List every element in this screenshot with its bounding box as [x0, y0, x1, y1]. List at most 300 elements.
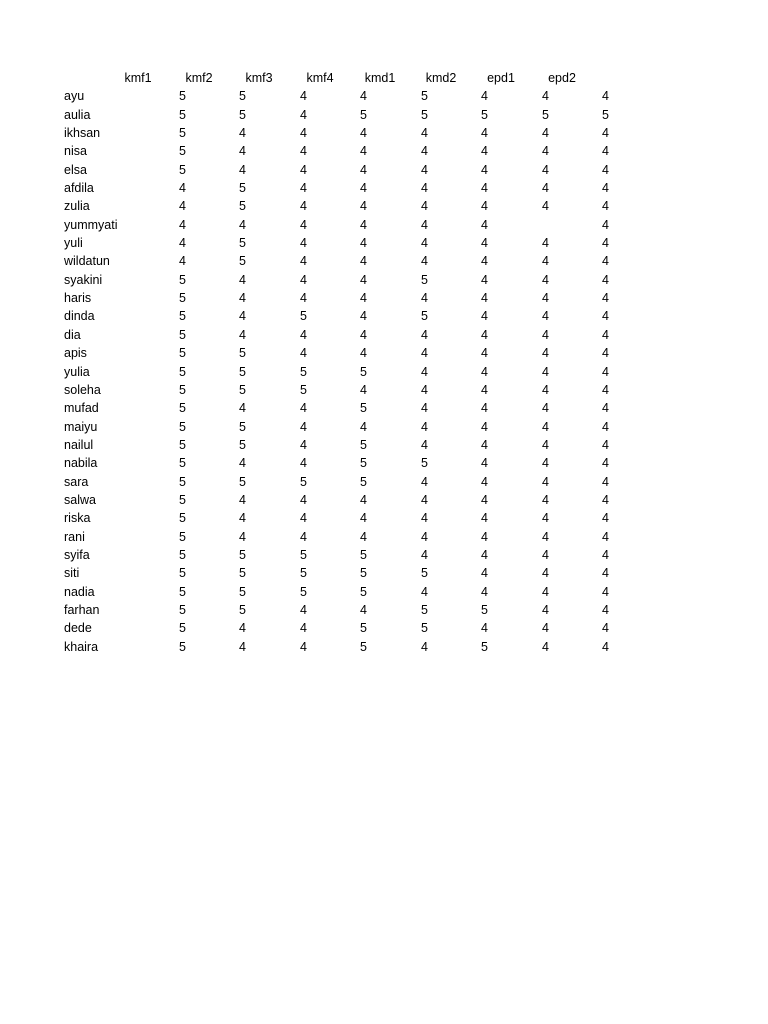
score-cell: 5: [179, 437, 186, 452]
score-cell: 4: [239, 456, 246, 471]
score-cell: 5: [239, 89, 246, 104]
row-name: soleha: [64, 382, 101, 397]
score-cell: 4: [421, 236, 428, 251]
score-cell: 4: [602, 236, 609, 251]
column-header: kmf4: [306, 71, 334, 85]
score-cell: 4: [360, 126, 367, 141]
score-cell: 4: [542, 492, 549, 507]
score-cell: 4: [481, 547, 488, 562]
score-cell: 4: [602, 547, 609, 562]
score-cell: 5: [179, 346, 186, 361]
score-cell: 4: [481, 126, 488, 141]
score-cell: 4: [481, 327, 488, 342]
score-cell: 4: [300, 199, 307, 214]
score-cell: 4: [481, 364, 488, 379]
score-cell: 4: [542, 327, 549, 342]
score-cell: 5: [179, 144, 186, 159]
score-cell: 4: [542, 437, 549, 452]
score-cell: 5: [239, 254, 246, 269]
score-cell: 4: [179, 254, 186, 269]
score-cell: 4: [239, 639, 246, 654]
score-cell: 4: [300, 327, 307, 342]
score-cell: 4: [481, 254, 488, 269]
table-row: [60, 509, 620, 527]
score-cell: 4: [481, 217, 488, 232]
score-cell: 5: [179, 364, 186, 379]
score-cell: 4: [360, 602, 367, 617]
score-cell: 5: [300, 547, 307, 562]
score-cell: 4: [542, 456, 549, 471]
score-cell: 5: [360, 401, 367, 416]
score-cell: 4: [421, 511, 428, 526]
row-name: salwa: [64, 492, 96, 507]
score-cell: 4: [602, 217, 609, 232]
score-cell: 4: [360, 291, 367, 306]
score-cell: 4: [542, 144, 549, 159]
score-cell: 4: [602, 566, 609, 581]
score-cell: 5: [421, 602, 428, 617]
score-cell: 4: [239, 327, 246, 342]
table-row: [60, 601, 620, 619]
score-cell: 4: [602, 382, 609, 397]
score-cell: 4: [300, 529, 307, 544]
row-name: rani: [64, 529, 85, 544]
score-cell: 5: [179, 126, 186, 141]
score-cell: 5: [542, 107, 549, 122]
score-cell: 5: [481, 107, 488, 122]
score-cell: 4: [300, 144, 307, 159]
score-cell: 5: [179, 272, 186, 287]
row-name: dede: [64, 621, 92, 636]
score-cell: 4: [300, 639, 307, 654]
score-cell: 4: [179, 181, 186, 196]
score-cell: 4: [602, 291, 609, 306]
score-cell: 4: [542, 364, 549, 379]
table-row: [60, 418, 620, 436]
row-name: siti: [64, 566, 80, 581]
column-header: kmf1: [124, 71, 152, 85]
score-cell: 5: [300, 474, 307, 489]
score-cell: 5: [179, 566, 186, 581]
score-cell: 4: [300, 419, 307, 434]
score-cell: 4: [542, 272, 549, 287]
score-cell: 5: [421, 89, 428, 104]
column-header: kmd1: [364, 71, 396, 85]
score-cell: 4: [179, 236, 186, 251]
score-cell: 4: [542, 566, 549, 581]
score-cell: 4: [360, 327, 367, 342]
score-cell: 5: [179, 401, 186, 416]
score-cell: 4: [481, 474, 488, 489]
score-cell: 4: [542, 181, 549, 196]
score-cell: 4: [602, 364, 609, 379]
table-row: [60, 326, 620, 344]
score-cell: 4: [300, 456, 307, 471]
score-cell: 5: [179, 492, 186, 507]
score-cell: 4: [542, 309, 549, 324]
score-cell: 5: [421, 309, 428, 324]
score-cell: 4: [602, 474, 609, 489]
score-cell: 5: [239, 584, 246, 599]
score-cell: 4: [602, 621, 609, 636]
score-cell: 4: [481, 492, 488, 507]
score-cell: 4: [360, 162, 367, 177]
table-row: [60, 142, 620, 160]
score-cell: 4: [542, 621, 549, 636]
score-cell: 4: [300, 107, 307, 122]
score-cell: 4: [421, 144, 428, 159]
row-name: mufad: [64, 401, 99, 416]
score-cell: 5: [421, 272, 428, 287]
score-cell: 4: [542, 346, 549, 361]
score-cell: 5: [300, 309, 307, 324]
score-cell: 4: [300, 181, 307, 196]
score-cell: 5: [179, 309, 186, 324]
table-row: [60, 87, 620, 105]
table-row: [60, 179, 620, 197]
score-cell: 4: [542, 89, 549, 104]
score-cell: 4: [602, 456, 609, 471]
score-cell: 5: [239, 346, 246, 361]
score-cell: 5: [239, 181, 246, 196]
score-cell: 4: [300, 511, 307, 526]
data-sheet: [60, 69, 620, 656]
score-cell: 4: [360, 254, 367, 269]
table-row: [60, 307, 620, 325]
score-cell: 5: [179, 291, 186, 306]
score-cell: 5: [360, 547, 367, 562]
score-cell: 4: [481, 181, 488, 196]
score-cell: 4: [481, 382, 488, 397]
score-cell: 4: [542, 401, 549, 416]
score-cell: 4: [360, 492, 367, 507]
score-cell: 4: [602, 492, 609, 507]
table-row: [60, 399, 620, 417]
column-header: epd1: [487, 71, 515, 85]
score-cell: 4: [481, 437, 488, 452]
score-cell: 5: [179, 511, 186, 526]
score-cell: 4: [481, 309, 488, 324]
score-cell: 4: [421, 126, 428, 141]
row-name: farhan: [64, 602, 100, 617]
score-cell: 4: [481, 529, 488, 544]
score-cell: 4: [300, 217, 307, 232]
row-name: ayu: [64, 89, 85, 104]
score-cell: 4: [481, 401, 488, 416]
table-row: [60, 564, 620, 582]
score-cell: 4: [300, 346, 307, 361]
score-cell: 4: [542, 162, 549, 177]
row-name: elsa: [64, 162, 87, 177]
score-cell: 4: [421, 162, 428, 177]
score-cell: 4: [300, 401, 307, 416]
score-cell: 5: [179, 474, 186, 489]
score-cell: 4: [300, 437, 307, 452]
score-cell: 4: [239, 162, 246, 177]
table-row: [60, 289, 620, 307]
score-cell: 5: [360, 107, 367, 122]
score-cell: 4: [239, 144, 246, 159]
score-cell: 4: [602, 584, 609, 599]
row-name: nadia: [64, 584, 95, 599]
score-cell: 5: [179, 456, 186, 471]
score-cell: 4: [602, 437, 609, 452]
score-cell: 4: [300, 492, 307, 507]
score-cell: 4: [481, 236, 488, 251]
score-cell: 4: [481, 584, 488, 599]
score-cell: 4: [179, 217, 186, 232]
score-cell: 4: [481, 144, 488, 159]
score-cell: 4: [481, 419, 488, 434]
score-cell: 4: [360, 144, 367, 159]
row-name: ikhsan: [64, 126, 101, 141]
row-name: yulia: [64, 364, 90, 379]
score-cell: 4: [300, 162, 307, 177]
row-name: syakini: [64, 272, 103, 287]
score-cell: 4: [300, 236, 307, 251]
column-header: kmd2: [425, 71, 457, 85]
score-cell: 4: [602, 419, 609, 434]
score-cell: 4: [542, 291, 549, 306]
score-cell: 4: [542, 419, 549, 434]
score-cell: 4: [360, 382, 367, 397]
score-cell: 5: [421, 107, 428, 122]
column-header: kmf3: [245, 71, 273, 85]
score-cell: 4: [300, 602, 307, 617]
score-cell: 4: [602, 602, 609, 617]
score-cell: 5: [179, 584, 186, 599]
header-row: [60, 69, 620, 87]
score-cell: 4: [421, 346, 428, 361]
score-cell: 5: [179, 107, 186, 122]
score-cell: 5: [239, 474, 246, 489]
score-cell: 5: [360, 566, 367, 581]
row-name: khaira: [64, 639, 99, 654]
row-name: nabila: [64, 456, 98, 471]
row-name: riska: [64, 511, 91, 526]
row-name: aulia: [64, 107, 91, 122]
score-cell: 4: [602, 272, 609, 287]
score-cell: 4: [602, 511, 609, 526]
score-cell: 4: [421, 291, 428, 306]
score-cell: 4: [421, 529, 428, 544]
score-cell: 5: [239, 419, 246, 434]
score-cell: 5: [360, 639, 367, 654]
score-cell: 4: [360, 181, 367, 196]
score-cell: 4: [481, 162, 488, 177]
score-cell: 4: [542, 529, 549, 544]
row-name: sara: [64, 474, 89, 489]
table-row: [60, 234, 620, 252]
score-cell: 5: [179, 602, 186, 617]
score-cell: 4: [239, 621, 246, 636]
score-cell: 5: [300, 364, 307, 379]
score-cell: 4: [421, 419, 428, 434]
score-cell: 5: [179, 639, 186, 654]
score-cell: 4: [239, 529, 246, 544]
score-cell: 4: [179, 199, 186, 214]
score-cell: 4: [481, 566, 488, 581]
column-header: kmf2: [185, 71, 213, 85]
score-cell: 4: [602, 126, 609, 141]
row-name: haris: [64, 291, 92, 306]
score-cell: 5: [360, 456, 367, 471]
score-cell: 4: [602, 89, 609, 104]
score-cell: 4: [481, 346, 488, 361]
score-cell: 5: [421, 621, 428, 636]
score-cell: 4: [602, 254, 609, 269]
score-cell: 4: [421, 639, 428, 654]
score-cell: 4: [300, 126, 307, 141]
table-row: [60, 252, 620, 270]
row-name: dinda: [64, 309, 95, 324]
score-cell: 5: [179, 327, 186, 342]
table-row: [60, 638, 620, 656]
score-cell: 4: [300, 291, 307, 306]
score-cell: 5: [239, 566, 246, 581]
row-name: nisa: [64, 144, 87, 159]
score-cell: 4: [421, 217, 428, 232]
score-cell: 5: [179, 89, 186, 104]
score-cell: 5: [300, 566, 307, 581]
score-cell: 4: [542, 547, 549, 562]
score-cell: 4: [360, 199, 367, 214]
score-cell: 4: [360, 529, 367, 544]
table-row: [60, 344, 620, 362]
score-cell: 4: [360, 272, 367, 287]
score-cell: 5: [360, 437, 367, 452]
score-cell: 4: [481, 621, 488, 636]
score-cell: 5: [179, 162, 186, 177]
score-cell: 5: [239, 437, 246, 452]
score-cell: 5: [179, 529, 186, 544]
score-cell: 4: [421, 327, 428, 342]
score-cell: 5: [179, 547, 186, 562]
score-cell: 5: [300, 584, 307, 599]
score-cell: 4: [421, 584, 428, 599]
score-cell: 4: [421, 254, 428, 269]
score-cell: 5: [179, 382, 186, 397]
score-cell: 4: [542, 382, 549, 397]
score-cell: 4: [602, 181, 609, 196]
score-cell: 4: [421, 401, 428, 416]
row-name: maiyu: [64, 419, 98, 434]
row-name: nailul: [64, 437, 94, 452]
score-cell: 4: [360, 309, 367, 324]
table-row: [60, 546, 620, 564]
score-cell: 4: [360, 511, 367, 526]
score-cell: 5: [179, 419, 186, 434]
score-cell: 4: [360, 236, 367, 251]
score-cell: 4: [481, 511, 488, 526]
table-row: [60, 619, 620, 637]
row-name: apis: [64, 346, 87, 361]
table-row: [60, 454, 620, 472]
score-cell: 4: [239, 309, 246, 324]
score-cell: 5: [360, 364, 367, 379]
row-name: zulia: [64, 199, 90, 214]
score-cell: 4: [542, 584, 549, 599]
row-name: syifa: [64, 547, 90, 562]
score-cell: 5: [602, 107, 609, 122]
score-cell: 5: [239, 236, 246, 251]
row-name: yuli: [64, 236, 83, 251]
score-cell: 4: [239, 492, 246, 507]
score-cell: 5: [179, 621, 186, 636]
score-cell: 5: [239, 547, 246, 562]
score-cell: 4: [239, 401, 246, 416]
score-cell: 4: [481, 456, 488, 471]
score-cell: 5: [481, 639, 488, 654]
score-cell: 4: [542, 511, 549, 526]
score-cell: 4: [421, 199, 428, 214]
score-cell: 4: [421, 437, 428, 452]
score-cell: 4: [602, 327, 609, 342]
table-row: [60, 436, 620, 454]
score-cell: 4: [542, 639, 549, 654]
score-cell: 4: [421, 181, 428, 196]
score-cell: 4: [421, 382, 428, 397]
score-cell: 4: [481, 199, 488, 214]
table-row: [60, 124, 620, 142]
score-cell: 4: [602, 199, 609, 214]
score-cell: 5: [239, 199, 246, 214]
table-body: [60, 87, 620, 656]
score-cell: 4: [542, 254, 549, 269]
table-row: [60, 473, 620, 491]
score-cell: 4: [421, 474, 428, 489]
score-cell: 5: [481, 602, 488, 617]
table-row: [60, 271, 620, 289]
table-row: [60, 583, 620, 601]
score-cell: 5: [239, 602, 246, 617]
score-cell: 5: [360, 584, 367, 599]
column-header: epd2: [548, 71, 576, 85]
table-row: [60, 363, 620, 381]
score-cell: 5: [421, 456, 428, 471]
score-cell: 4: [602, 639, 609, 654]
row-name: yummyati: [64, 217, 118, 232]
score-cell: 4: [542, 474, 549, 489]
table-row: [60, 106, 620, 124]
row-name: afdila: [64, 181, 94, 196]
score-cell: 4: [542, 199, 549, 214]
score-cell: 4: [481, 291, 488, 306]
score-cell: 4: [300, 254, 307, 269]
table-row: [60, 381, 620, 399]
table-row: [60, 528, 620, 546]
score-cell: 4: [300, 89, 307, 104]
score-cell: 4: [360, 346, 367, 361]
score-cell: 5: [300, 382, 307, 397]
score-cell: 4: [239, 126, 246, 141]
score-cell: 4: [602, 529, 609, 544]
score-cell: 4: [542, 236, 549, 251]
score-cell: 5: [360, 474, 367, 489]
score-cell: 4: [481, 89, 488, 104]
score-cell: 4: [300, 621, 307, 636]
score-cell: 4: [602, 309, 609, 324]
row-name: dia: [64, 327, 81, 342]
score-cell: 4: [360, 419, 367, 434]
score-cell: 4: [239, 217, 246, 232]
table-row: [60, 216, 620, 234]
score-cell: 4: [602, 401, 609, 416]
score-cell: 5: [360, 621, 367, 636]
score-cell: 4: [542, 126, 549, 141]
score-cell: 4: [360, 89, 367, 104]
score-cell: 4: [481, 272, 488, 287]
